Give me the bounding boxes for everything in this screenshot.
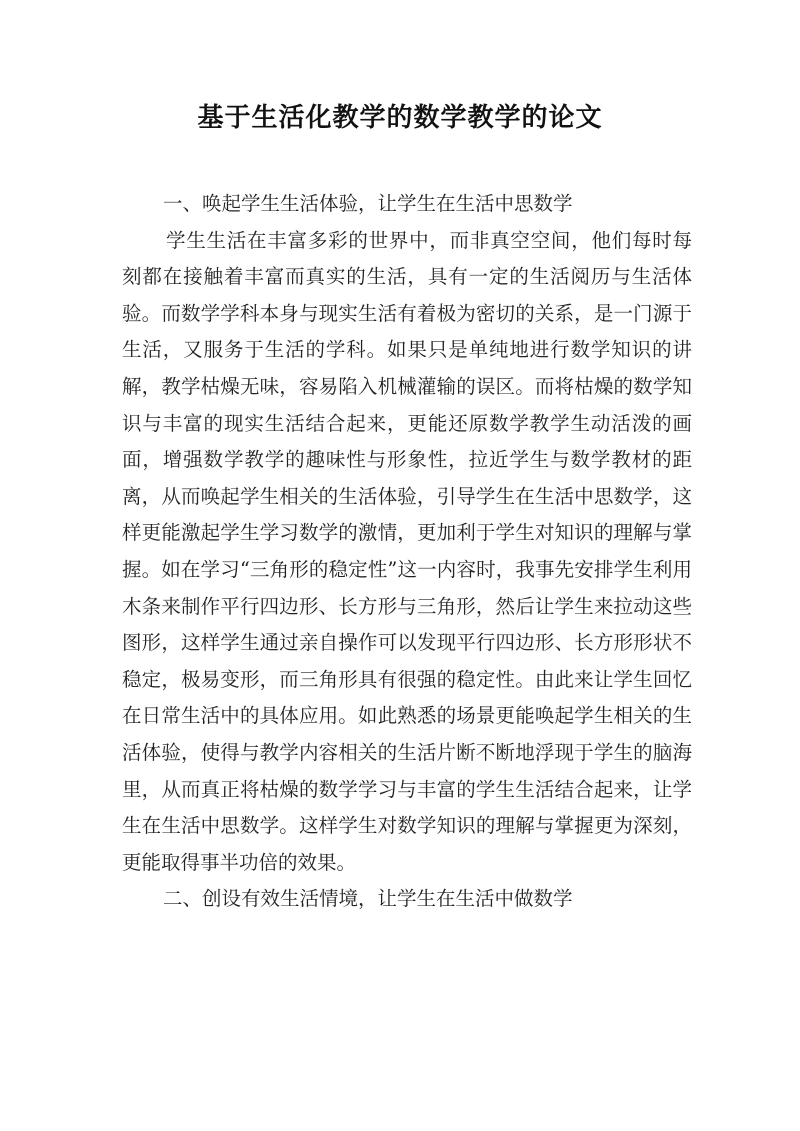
document-title: 基于生活化教学的数学教学的论文: [197, 103, 603, 133]
section-2-heading: 二、创设有效生活情境，让学生在生活中做数学: [163, 887, 573, 911]
section-1-heading: 一、唤起学生生活体验，让学生在生活中思数学: [163, 192, 573, 215]
section-1-paragraph: 学生生活在丰富多彩的世界中，而非真空空间，他们每时每刻都在接触着丰富而真实的生活，具有一定的生活阅历与生活体验。而数学学科本身与现实生活有着极为密切的关系，是一门源于生活，又服务于生活的学科。如果只是单纯地进行数学知识的讲解，教学枯燥无味，容易陷入机械灌输的误区。而将枯燥的数学知识与丰富的现实生活结合起来，更能还原数学教学生动活泼的画面，增强数学教学的趣味性与形象性，拉近学生与数学教材的距离，从而唤起学生相关的生活体验，引导学生在生活中思数学，这样更能激起学生学习数学的激情，更加利于学生对知识的理解与掌握。如在学习“三角形的稳定性”这一内容时，我事先安排学生利用木条来制作平行四边形、长方形与三角形，然后让学生来拉动这些图形，这样学生通过亲自操作可以发现平行四边形、长方形形状不稳定，极易变形，而三角形具有很强的稳定性。由此来让学生回忆在日常生活中的具体应用。如此熟悉的场景更能唤起学生相关的生活体验，使得与教学内容相关的生活片断不断地浮现于学生的脑海里，从而真正将枯燥的数学学习与丰富的学生生活结合起来，让学生在生活中思数学。这样学生对数学知识的理解与掌握更为深刻，更能取得事半功倍的效果。: [122, 228, 692, 874]
document-body: [122, 186, 692, 918]
